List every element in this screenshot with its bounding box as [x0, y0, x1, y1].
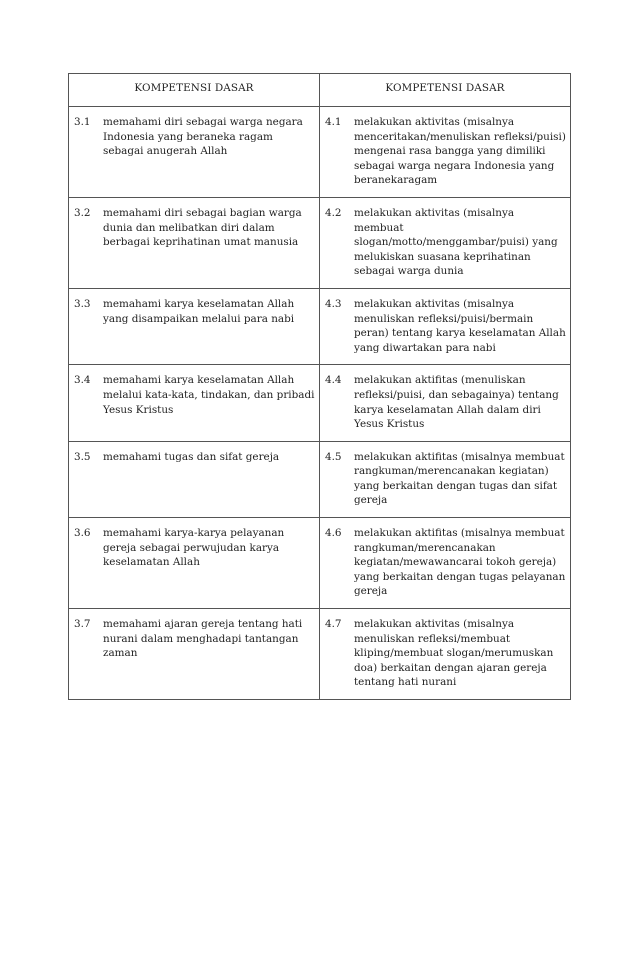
competency-number: 3.7	[74, 618, 91, 631]
table-row	[69, 365, 571, 441]
competency-number: 4.1	[325, 116, 342, 128]
table-row	[69, 107, 571, 198]
table-row	[69, 518, 571, 609]
competency-text: melakukan aktifitas (misalnya membuat rangkuman/merencanakan kegiatan/mewawancarai tokoh gereja) yang berkaitan dengan tugas pelayanan gereja	[354, 527, 566, 598]
competency-text: melakukan aktifitas (menuliskan refleksi/puisi, dan sebagainya) tentang karya keselamatan Allah dalam diri Yesus Kristus	[354, 374, 559, 431]
table-header-row	[69, 74, 571, 107]
left-cell	[69, 518, 320, 609]
table-row	[69, 288, 571, 364]
competency-number: 4.5	[325, 450, 342, 463]
competency-text: memahami tugas dan sifat gereja	[103, 450, 280, 463]
table-row	[69, 441, 571, 517]
competency-text: melakukan aktifitas (misalnya membuat rangkuman/merencanakan kegiatan) yang berkaitan dengan tugas dan sifat gereja	[354, 450, 565, 507]
competency-number: 3.4	[74, 374, 91, 387]
right-cell	[320, 288, 571, 364]
right-cell	[320, 441, 571, 517]
right-cell	[320, 197, 571, 288]
competency-number: 3.6	[74, 527, 91, 540]
competency-text: memahami diri sebagai warga negara Indonesia yang beraneka ragam sebagai anugerah Allah	[103, 116, 303, 158]
competency-text: memahami karya-karya pelayanan gereja sebagai perwujudan karya keselamatan Allah	[103, 527, 285, 569]
competency-number: 3.1	[74, 116, 91, 128]
table-row	[69, 609, 571, 700]
competency-text: memahami karya keselamatan Allah melalui kata-kata, tindakan, dan pribadi Yesus Kristus	[103, 374, 315, 416]
header-left: KOMPETENSI DASAR	[69, 74, 320, 107]
left-cell	[69, 107, 320, 198]
competency-number: 4.2	[325, 206, 342, 219]
competency-text: memahami karya keselamatan Allah yang disampaikan melalui para nabi	[103, 297, 295, 325]
right-cell	[320, 609, 571, 700]
right-cell	[320, 365, 571, 441]
header-right: KOMPETENSI DASAR	[320, 74, 571, 107]
competency-number: 3.2	[74, 206, 91, 219]
right-cell	[320, 107, 571, 198]
left-cell	[69, 609, 320, 700]
competency-number: 4.3	[325, 297, 342, 310]
competency-text: memahami diri sebagai bagian warga dunia dan melibatkan diri dalam berbagai keprihatinan umat manusia	[103, 206, 302, 249]
table-row	[69, 197, 571, 288]
left-cell	[69, 288, 320, 364]
competency-table	[68, 73, 571, 700]
competency-number: 4.7	[325, 618, 342, 631]
competency-number: 3.5	[74, 450, 91, 463]
left-cell	[69, 197, 320, 288]
competency-text: melakukan aktivitas (misalnya menuliskan refleksi/puisi/bermain peran) tentang karya keselamatan Allah yang diwartakan para nabi	[354, 297, 566, 354]
competency-text: melakukan aktivitas (misalnya menuliskan refleksi/membuat kliping/membuat slogan/merumuskan doa) berkaitan dengan ajaran gereja tentang hati nurani	[354, 618, 554, 689]
right-cell	[320, 518, 571, 609]
competency-text: memahami ajaran gereja tentang hati nurani dalam menghadapi tantangan zaman	[103, 618, 303, 660]
left-cell	[69, 365, 320, 441]
competency-text: melakukan aktivitas (misalnya menceritakan/menuliskan refleksi/puisi) mengenai rasa bangga yang dimiliki sebagai warga negara Indonesia yang beranekaragam	[354, 116, 566, 187]
competency-text: melakukan aktivitas (misalnya membuat slogan/motto/menggambar/puisi) yang melukiskan suasana keprihatinan sebagai warga dunia	[354, 206, 558, 278]
left-cell	[69, 441, 320, 517]
competency-number: 3.3	[74, 297, 91, 310]
competency-number: 4.6	[325, 527, 342, 540]
competency-number: 4.4	[325, 374, 342, 387]
